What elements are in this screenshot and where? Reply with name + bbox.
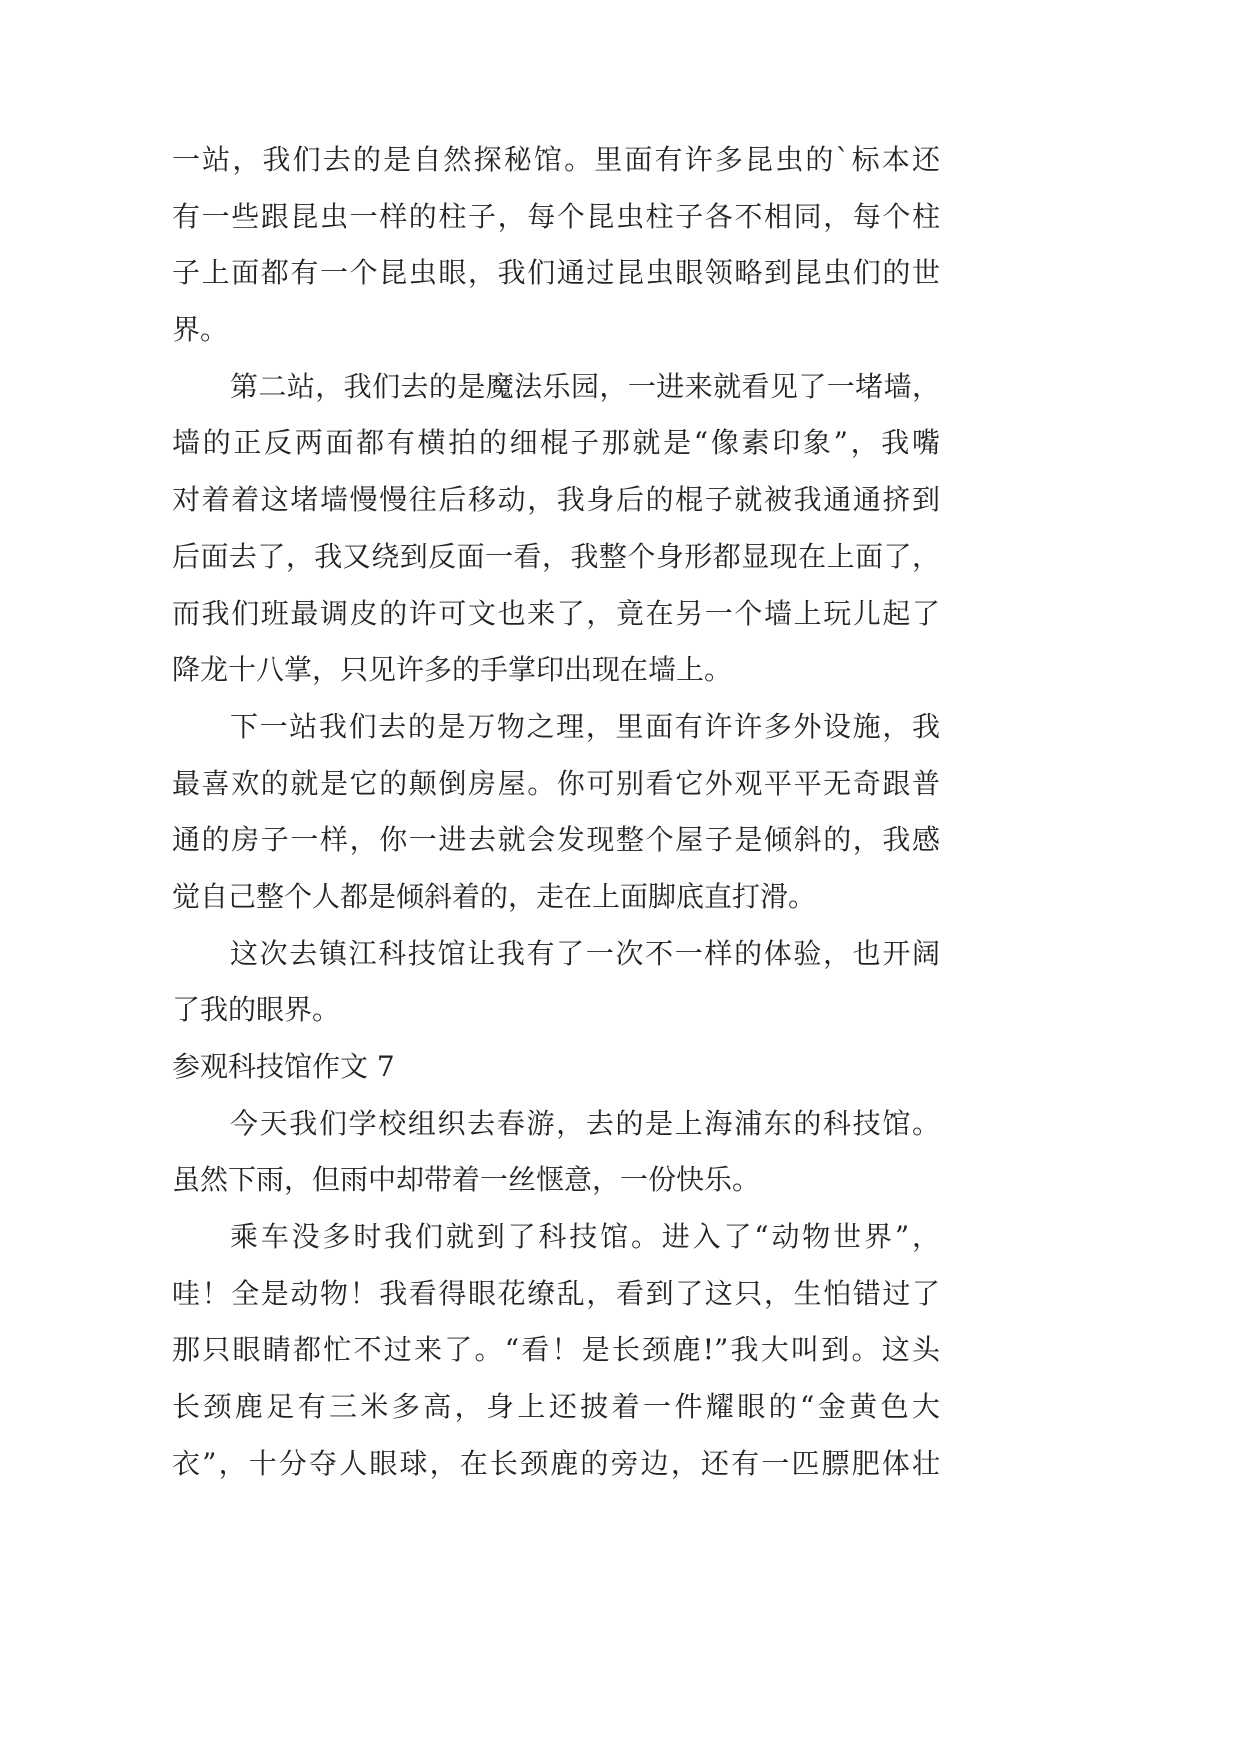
paragraph (172, 1209, 940, 1492)
text-line: 降龙十八掌，只见许多的手掌印出现在墙上。 (172, 653, 733, 687)
text-line: 那只眼睛都忙不过来了。“看！是长颈鹿!”我大叫到。这头 (172, 1333, 940, 1367)
text-line: 而我们班最调皮的许可文也来了，竟在另一个墙上玩儿起了 (172, 596, 940, 630)
text-line: 对着着这堵墙慢慢往后移动，我身后的棍子就被我通通挤到 (172, 483, 940, 517)
paragraph (172, 699, 940, 926)
text-line: 今天我们学校组织去春游，去的是上海浦东的科技馆。 (230, 1106, 940, 1140)
text-line: 通的房子一样，你一进去就会发现整个屋子是倾斜的，我感 (172, 823, 940, 857)
text-line: 墙的正反两面都有横拍的细棍子那就是“像素印象”，我嘴 (172, 426, 940, 460)
text-line: 有一些跟昆虫一样的柱子，每个昆虫柱子各不相同，每个柱 (172, 199, 940, 233)
text-line: 了我的眼界。 (172, 993, 341, 1027)
text-line: 界。 (172, 313, 229, 347)
paragraph (172, 132, 940, 359)
text-line: 乘车没多时我们就到了科技馆。进入了“动物世界”， (230, 1220, 940, 1254)
text-line: 哇！全是动物！我看得眼花缭乱，看到了这只，生怕错过了 (172, 1276, 940, 1310)
paragraph (172, 1096, 940, 1209)
text-line: 第二站，我们去的是魔法乐园，一进来就看见了一堵墙， (230, 369, 940, 403)
text-line: 觉自己整个人都是倾斜着的，走在上面脚底直打滑。 (172, 879, 817, 913)
text-line: 一站，我们去的是自然探秘馆。里面有许多昆虫的`标本还 (172, 143, 940, 176)
paragraph (172, 359, 940, 699)
text-line: 最喜欢的就是它的颠倒房屋。你可别看它外观平平无奇跟普 (172, 766, 940, 800)
text-line: 虽然下雨，但雨中却带着一丝惬意，一份快乐。 (172, 1163, 761, 1197)
text-line: 子上面都有一个昆虫眼，我们通过昆虫眼领略到昆虫们的世 (172, 256, 940, 290)
paragraph (172, 926, 940, 1039)
text-line: 下一站我们去的是万物之理，里面有许许多外设施，我 (230, 709, 940, 743)
article-heading: 参观科技馆作文 7 (172, 1050, 395, 1083)
text-line: 后面去了，我又绕到反面一看，我整个身形都显现在上面了， (172, 539, 940, 573)
text-line: 这次去镇江科技馆让我有了一次不一样的体验，也开阔 (230, 936, 940, 970)
document-body (172, 132, 940, 1493)
text-line: 长颈鹿足有三米多高，身上还披着一件耀眼的“金黄色大 (172, 1390, 940, 1424)
text-line: 衣”，十分夺人眼球，在长颈鹿的旁边，还有一匹膘肥体壮 (172, 1446, 940, 1480)
